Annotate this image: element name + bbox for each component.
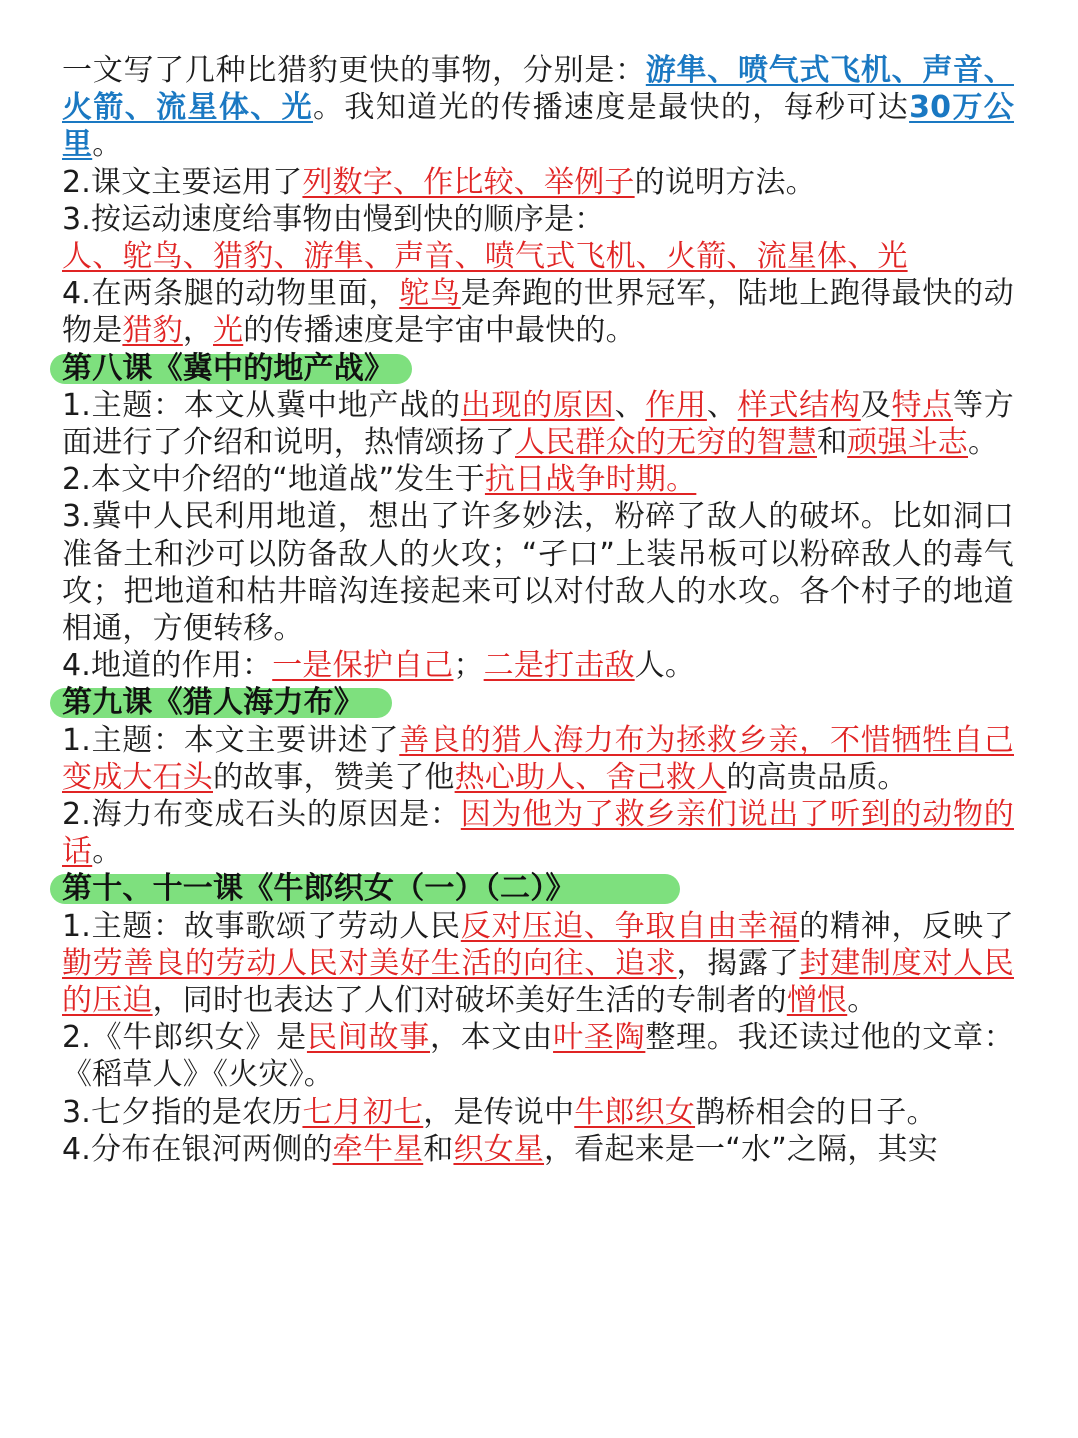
text: 2.海力布变成石头的原因是： xyxy=(62,797,461,833)
text: ，看起来是一“水”之隔，其实 xyxy=(544,1131,938,1167)
paragraph-order xyxy=(62,201,1014,275)
text: 1.主题：本文从冀中地产战的 xyxy=(62,387,461,423)
text: 2.本文中介绍的“地道战”发生于 xyxy=(62,462,485,498)
text: 、 xyxy=(614,387,646,423)
lesson-8-period xyxy=(62,461,1014,498)
text: 1.主题：故事歌颂了劳动人民 xyxy=(62,908,461,944)
lesson-title: 第九课《猎人海力布》 xyxy=(62,685,364,721)
text: 4.分布在银河两侧的 xyxy=(62,1131,333,1167)
answer-red: 反对压迫、争取自由幸福 xyxy=(460,908,800,944)
text: 4.地道的作用： xyxy=(62,648,273,684)
text: 3.按运动速度给事物由慢到快的顺序是： xyxy=(62,201,605,237)
text: 。 xyxy=(847,983,878,1019)
text: 、 xyxy=(706,387,738,423)
text: ，同时也表达了人们对破坏美好生活的专制者的 xyxy=(152,983,787,1019)
lesson-10-stars xyxy=(62,1131,1014,1168)
paragraph-fastest xyxy=(62,275,1014,349)
lesson-10-qixi xyxy=(62,1094,1014,1131)
lesson-8-theme xyxy=(62,387,1014,461)
lesson-10-genre xyxy=(62,1019,1014,1093)
text: 的传播速度是宇宙中最快的。 xyxy=(243,313,636,349)
text: 人。 xyxy=(634,648,696,684)
text: 是奔跑的世界冠军，陆地上跑得最快的动物是 xyxy=(62,276,1014,349)
text: ； xyxy=(453,648,484,684)
text: 3.七夕指的是农历 xyxy=(62,1094,303,1130)
text: 2.课文主要运用了 xyxy=(62,164,303,200)
answer-red: 抗日战争时期。 xyxy=(484,462,697,498)
text: 和 xyxy=(423,1131,454,1167)
text: ，揭露了 xyxy=(676,945,800,981)
answer-red: 织女星 xyxy=(453,1131,545,1167)
text: 一文写了几种比猎豹更快的事物，分别是： xyxy=(62,53,646,88)
text: 。 xyxy=(92,127,123,163)
text: 的故事，赞美了他 xyxy=(213,759,455,795)
lesson-title: 第八课《冀中的地产战》 xyxy=(62,350,395,386)
paragraph-fast-things xyxy=(62,52,1014,164)
lesson-8-function xyxy=(62,647,1014,684)
answer-red: 猎豹 xyxy=(122,313,183,349)
text: ，本文由 xyxy=(430,1020,554,1056)
answer-red: 憎恨 xyxy=(786,983,848,1019)
answer-red: 七月初七 xyxy=(302,1094,424,1130)
answer-red: 光 xyxy=(213,313,244,349)
text: 和 xyxy=(817,425,848,461)
text: 及 xyxy=(860,387,892,423)
answer-red: 勤劳善良的劳动人民对美好生活的向往、追求 xyxy=(62,945,677,981)
text: 2.《牛郎织女》是 xyxy=(62,1020,307,1056)
lesson-10-heading xyxy=(62,870,1014,907)
answer-red: 因为他为了救乡亲们说出了听到的动物的话 xyxy=(62,797,1014,870)
answer-red: 人民群众的无穷的智慧 xyxy=(515,425,817,461)
answer-red: 样式结构 xyxy=(737,387,861,423)
text: 等方面进行了介绍和说明，热情颂扬了 xyxy=(62,387,1014,461)
lesson-8-heading xyxy=(62,350,1014,387)
answer-red: 牛郎织女 xyxy=(574,1094,696,1130)
text: 。我知道光的传播速度是最快的，每秒可达 xyxy=(312,90,910,126)
text: 。 xyxy=(968,425,999,461)
lesson-8-methods xyxy=(62,498,1014,647)
answer-red: 民间故事 xyxy=(306,1020,430,1056)
answer-blue: 游隼、喷气式飞机、声音、火箭、流星体、光 xyxy=(62,53,1014,126)
paragraph-methods xyxy=(62,164,1014,201)
lesson-10-theme xyxy=(62,908,1014,1020)
lesson-9-reason xyxy=(62,796,1014,870)
text: 整理。我还读过他的文章：《稻草人》《火灾》。 xyxy=(62,1020,1014,1093)
answer-red: 鸵鸟 xyxy=(399,276,461,312)
text: 的说明方法。 xyxy=(634,164,816,200)
answer-red: 作用 xyxy=(645,387,707,423)
answer-red: 热心助人、舍己救人 xyxy=(454,759,727,795)
text: ， xyxy=(182,313,214,349)
text: 。 xyxy=(92,834,123,870)
lesson-9-theme xyxy=(62,722,1014,796)
answer-red: 一是保护自己 xyxy=(272,648,454,684)
text: 4.在两条腿的动物里面， xyxy=(62,276,400,312)
answer-red: 顽强斗志 xyxy=(847,425,969,461)
answer-red: 牵牛星 xyxy=(332,1131,424,1167)
text: 鹊桥相会的日子。 xyxy=(695,1094,937,1130)
answer-red: 特点 xyxy=(891,387,954,423)
text: 3.冀中人民利用地道，想出了许多妙法，粉碎了敌人的破坏。比如洞口准备土和沙可以防备敌人的火攻；“孑口”上装吊板可以粉碎敌人的毒气攻；把地道和枯井暗沟连接起来可以对付敌人的水攻。各个村子的地道相通，方便转移。 xyxy=(62,499,1014,647)
text: 1.主题：本文主要讲述了 xyxy=(62,722,400,758)
answer-red: 叶圣陶 xyxy=(553,1020,646,1056)
text: ，是传说中 xyxy=(423,1094,575,1130)
answer-blue: 30万公里 xyxy=(62,90,1014,163)
answer-red: 人、鸵鸟、猎豹、游隼、声音、喷气式飞机、火箭、流星体、光 xyxy=(62,239,908,275)
answer-red: 出现的原因 xyxy=(460,387,615,423)
answer-red: 善良的猎人海力布为拯救乡亲，不惜牺牲自己变成大石头 xyxy=(62,722,1014,795)
answer-red: 二是打击敌 xyxy=(483,648,635,684)
lesson-9-heading xyxy=(62,684,1014,721)
text: 的精神，反映了 xyxy=(799,908,1014,944)
text: 的高贵品质。 xyxy=(726,759,908,795)
answer-red: 封建制度对人民的压迫 xyxy=(62,945,1014,1019)
answer-red: 列数字、作比较、举例子 xyxy=(302,164,635,200)
notes-page xyxy=(62,52,1014,1168)
lesson-title: 第十、十一课《牛郎织女（一）（二）》 xyxy=(62,871,576,907)
